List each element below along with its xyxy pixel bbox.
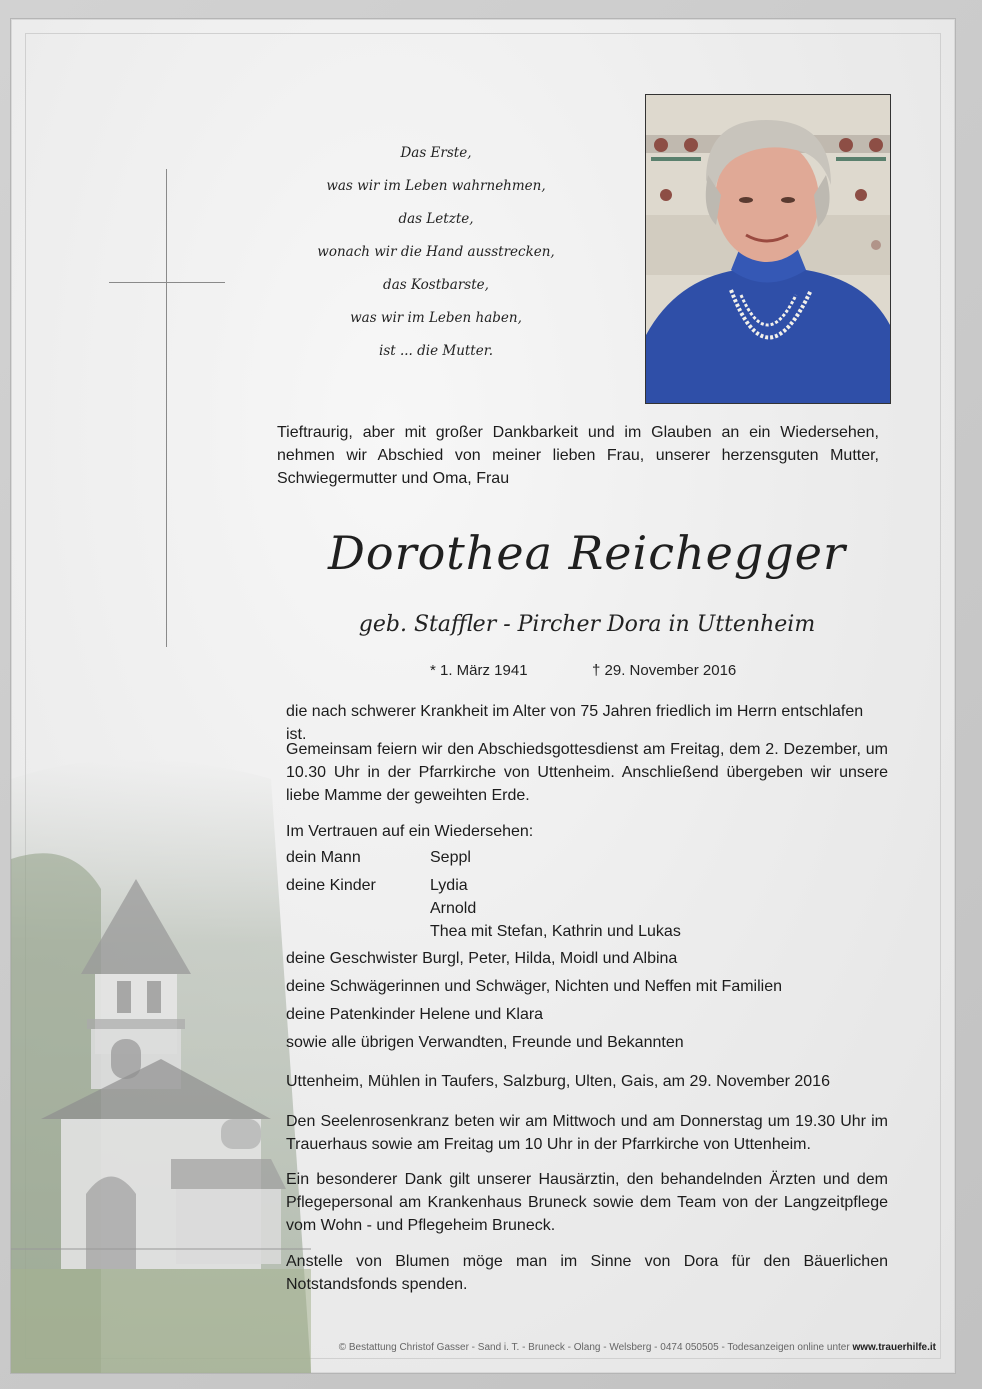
poem-line: was wir im Leben wahrnehmen, <box>326 178 546 194</box>
poem-line: das Kostbarste, <box>383 277 489 293</box>
mourner-value: Arnold <box>430 900 477 917</box>
place-date: Uttenheim, Mühlen in Taufers, Salzburg, Ulten, Gais, am 29. November 2016 <box>286 1073 830 1090</box>
death-date: † 29. November 2016 <box>592 662 737 679</box>
poem-line: das Letzte, <box>398 211 474 227</box>
mourner-value: Lydia <box>430 877 468 894</box>
cross-horizontal-bar <box>109 282 225 283</box>
poem <box>301 137 571 368</box>
passing-paragraph: die nach schwerer Krankheit im Alter von 75 Jahren friedlich im Herrn entschlafen ist. <box>286 703 864 743</box>
mourners-intro: Im Vertrauen auf ein Wiedersehen: <box>286 823 534 840</box>
thanks-paragraph: Ein besonderer Dank gilt unserer Hausärztin, den behandelnden Ärzten und dem Pflegepersonal am Krankenhaus Bruneck sowie dem Team von der Langzeitpflege vom Wohn - und Pflegeheim Bruneck. <box>286 1171 888 1234</box>
maiden-name: geb. Staffler - Pircher Dora in Uttenheim <box>358 612 816 637</box>
poem-line: wonach wir die Hand ausstrecken, <box>317 244 555 260</box>
deceased-name: Dorothea Reichegger <box>328 526 846 580</box>
intro-paragraph: Tieftraurig, aber mit großer Dankbarkeit und im Glauben an ein Wiedersehen, nehmen wir Abschied von meiner lieben Frau, unserer herzensguten Mutter, Schwiegermutter und Oma, Frau <box>277 424 879 487</box>
footer-text: © Bestattung Christof Gasser - Sand i. T. - Bruneck - Olang - Welsberg - 0474 050505 - Todesanzeigen online unter <box>338 1342 850 1353</box>
cross-vertical-bar <box>166 169 167 647</box>
poem-line: Das Erste, <box>400 145 472 161</box>
rosary-paragraph: Den Seelenrosenkranz beten wir am Mittwoch und am Donnerstag um 19.30 Uhr im Trauerhaus sowie am Freitag um 10 Uhr in der Pfarrkirche von Uttenheim. <box>286 1113 888 1153</box>
mourner-label: deine Kinder <box>286 877 376 894</box>
mourner-value: Seppl <box>430 849 471 866</box>
mourner-value: Thea mit Stefan, Kathrin und Lukas <box>430 923 681 940</box>
mourner-label: sowie alle übrigen Verwandten, Freunde und Bekannten <box>286 1034 684 1051</box>
mourner-label: deine Schwägerinnen und Schwäger, Nichten und Neffen mit Familien <box>286 978 782 995</box>
mourner-label: deine Patenkinder Helene und Klara <box>286 1006 544 1023</box>
footer-link[interactable]: www.trauerhilfe.it <box>852 1342 936 1353</box>
poem-line: was wir im Leben haben, <box>350 310 522 326</box>
poem-line: ist ... die Mutter. <box>379 343 493 359</box>
portrait-photo <box>645 94 891 404</box>
footer <box>286 1342 936 1353</box>
mourner-label: dein Mann <box>286 849 361 866</box>
portrait-image <box>646 95 890 403</box>
service-paragraph: Gemeinsam feiern wir den Abschiedsgottesdienst am Freitag, dem 2. Dezember, um 10.30 Uhr in der Pfarrkirche von Uttenheim. Anschließend übergeben wir unsere liebe Mamme der geweihten Erde. <box>286 741 888 804</box>
donation-paragraph: Anstelle von Blumen möge man im Sinne von Dora für den Bäuerlichen Notstandsfonds spenden. <box>286 1253 888 1293</box>
mourner-label: deine Geschwister Burgl, Peter, Hilda, Moidl und Albina <box>286 950 678 967</box>
birth-date: * 1. März 1941 <box>430 662 528 679</box>
